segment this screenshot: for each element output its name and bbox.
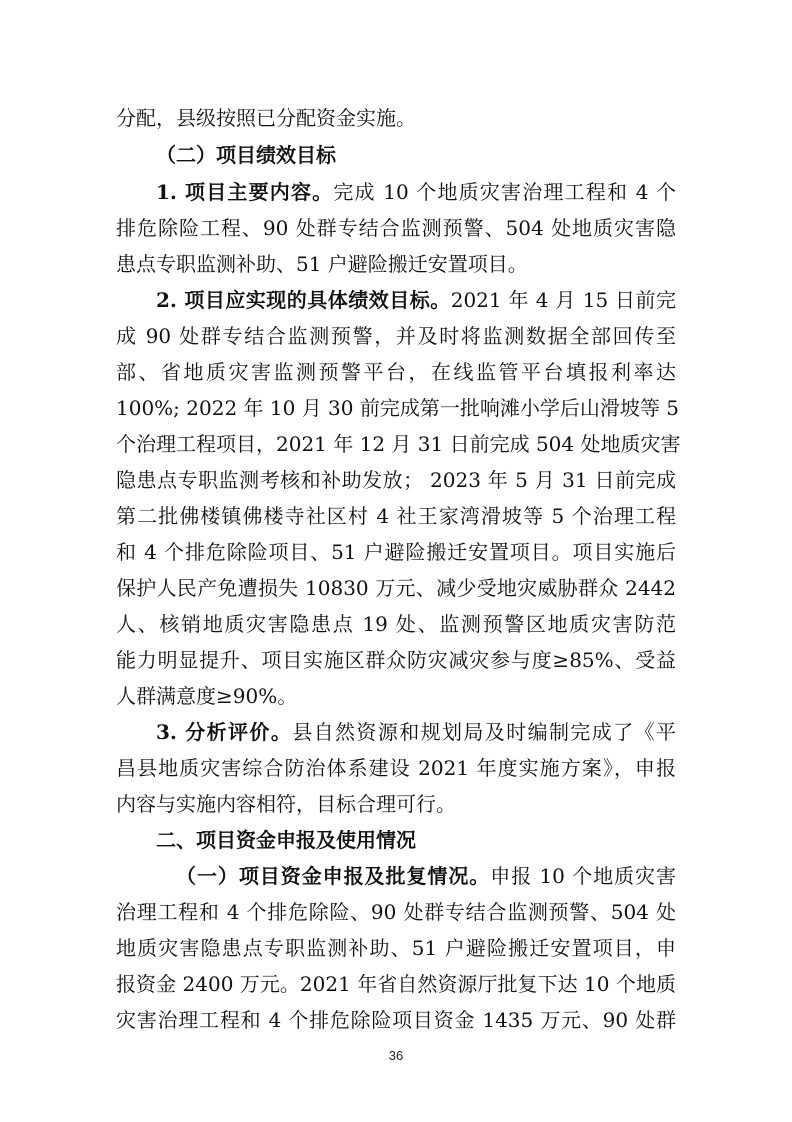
text-line: 第二批佛楼镇佛楼寺社区村 4 社王家湾滑坡等 5 个治理工程	[116, 504, 676, 528]
subsection-1-line: （一）项目资金申报及批复情况。申报 10 个地质灾害	[176, 864, 677, 888]
text-line: 灾害治理工程和 4 个排危除险项目资金 1435 万元、90 处群	[116, 1008, 676, 1032]
paragraph-1-label: 1. 项目主要内容。	[156, 180, 334, 204]
text-line: 100%; 2022 年 10 月 30 前完成第一批响滩小学后山滑坡等 5	[116, 396, 679, 420]
text-line: 成 90 处群专结合监测预警，并及时将监测数据全部回传至	[116, 324, 676, 348]
text-line: 报资金 2400 万元。2021 年省自然资源厅批复下达 10 个地质	[116, 972, 676, 996]
text-line: 个治理工程项目，2021 年 12 月 31 日前完成 504 处地质灾害	[116, 432, 681, 456]
page-number: 36	[388, 1048, 404, 1063]
text-line: 昌县地质灾害综合防治体系建设 2021 年度实施方案》，申报	[116, 756, 676, 780]
text-line: 地质灾害隐患点专职监测补助、51 户避险搬迁安置项目，申	[116, 936, 676, 960]
text-line: 患点专职监测补助、51 户避险搬迁安置项目。	[116, 252, 528, 276]
heading-performance-goals: （二）项目绩效目标	[156, 143, 336, 167]
paragraph-2-line: 2. 项目应实现的具体绩效目标。2021 年 4 月 15 日前完	[156, 288, 676, 312]
subsection-1-label: （一）项目资金申报及批复情况。	[176, 864, 491, 888]
text-line: 部、省地质灾害监测预警平台，在线监管平台填报利率达	[116, 360, 676, 384]
section-title: 二、项目资金申报及使用情况	[156, 828, 416, 852]
text-line: 人、核销地质灾害隐患点 19 处、监测预警区地质灾害防范	[116, 612, 676, 636]
text-line: 分配，县级按照已分配资金实施。	[116, 106, 416, 130]
text-line: 内容与实施内容相符，目标合理可行。	[116, 792, 456, 816]
paragraph-3-label: 3. 分析评价。	[156, 720, 293, 744]
paragraph-2-label: 2. 项目应实现的具体绩效目标。	[156, 288, 451, 312]
text-line: 隐患点专职监测考核和补助发放； 2023 年 5 月 31 日前完成	[116, 468, 676, 492]
text-line: 保护人民产免遭损失 10830 万元、减少受地灾威胁群众 2442	[116, 576, 676, 600]
text-line: 和 4 个排危除险项目、51 户避险搬迁安置项目。项目实施后	[116, 540, 676, 564]
paragraph-1-line: 1. 项目主要内容。完成 10 个地质灾害治理工程和 4 个	[156, 180, 676, 204]
text-line: 人群满意度≥90%。	[116, 684, 298, 708]
text-line: 治理工程和 4 个排危除险、90 处群专结合监测预警、504 处	[116, 900, 676, 924]
text-line: 排危除险工程、90 处群专结合监测预警、504 处地质灾害隐	[116, 216, 676, 240]
text-line: 能力明显提升、项目实施区群众防灾减灾参与度≥85%、受益	[116, 648, 676, 672]
paragraph-3-line: 3. 分析评价。县自然资源和规划局及时编制完成了《平	[156, 720, 677, 744]
